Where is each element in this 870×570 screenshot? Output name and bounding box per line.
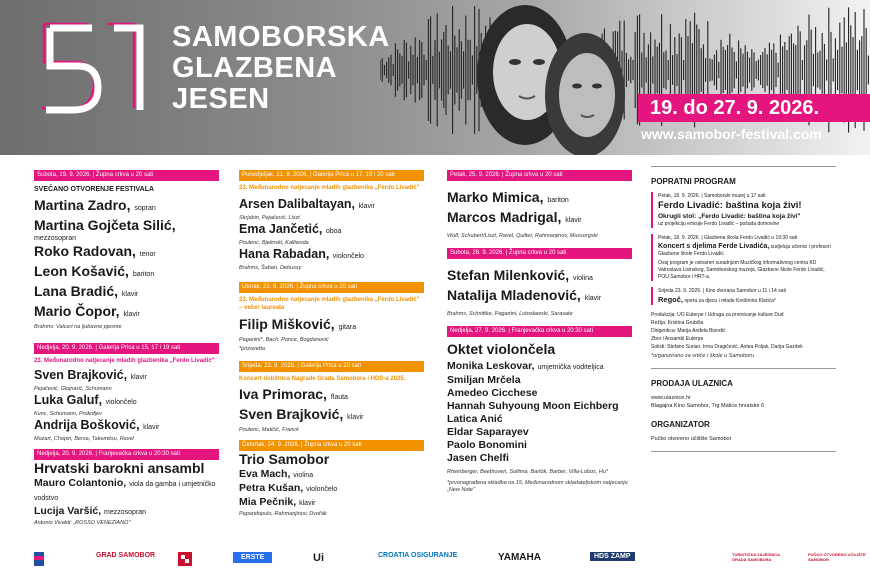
event-date-bar: Nedjelja, 20. 9. 2026. | Galerija Prica u 15, 17 i 19 sati xyxy=(34,343,219,354)
performer: Arsen Dalibaltayan, klavir xyxy=(239,197,375,211)
divider xyxy=(651,451,836,452)
sponsor-logo: ERSTE xyxy=(233,552,272,563)
concert-title: Koncert dobitnica Nagrade Grada Samobora i HDS-a 2025. xyxy=(239,376,406,382)
performer: Martina Gojčeta Silić, xyxy=(34,217,176,233)
repertoire: Brahms: Valceri na ljubavne pjesme xyxy=(34,324,122,330)
program-column-3 xyxy=(447,166,632,494)
performer: Hana Rabadan, violončelo xyxy=(239,247,364,261)
repertoire: Pejačević, Glojnarić, Schumann xyxy=(34,386,112,392)
performer: Petra Kušan, violončelo xyxy=(239,482,338,494)
performer: Lana Bradić, klavir xyxy=(34,283,139,299)
event-description: uz projekciju emisije Ferdo Livadić – pošuda domovine xyxy=(658,221,780,227)
repertoire: Poulenc, Bjelinski, Kalliwoda xyxy=(239,240,309,246)
organizer-name: Pučko otvoreno učilište Samobor xyxy=(651,436,732,442)
festival-header xyxy=(0,0,870,155)
repertoire: Antonio Vivaldi: „ROSSO VENEZIANO" xyxy=(34,520,131,526)
repertoire: Wolf, Schubert/Liszt, Ravel, Quilter, Rahmanjinov, Mussorgski xyxy=(447,233,598,239)
repertoire: Poulenc, Matičić, Franck xyxy=(239,427,299,433)
title-line-3: JESEN xyxy=(172,83,270,115)
sponsor-logos xyxy=(0,548,870,570)
divider xyxy=(651,368,836,369)
performer: Stefan Milenković, violina xyxy=(447,267,593,283)
credit-line: Produkcija: UO Euterpe / Udruga za promicanje kulture Dud xyxy=(651,312,784,318)
performer: Mauro Colantonio, viola da gamba i umjetničko vodstvo xyxy=(34,477,216,502)
title-line-1: SAMOBORSKA xyxy=(172,21,390,53)
repertoire: Brahms, Šaban, Debussy xyxy=(239,265,302,271)
program-column-2 xyxy=(239,166,424,518)
performer: Iva Primorac, flauta xyxy=(239,386,348,402)
program-column-1 xyxy=(34,166,219,527)
event-date-bar: Srijeda, 23. 9. 2026. | Galerija Prica u 20 sati xyxy=(239,361,424,372)
section-title: SVEČANO OTVORENJE FESTIVALA xyxy=(34,186,155,193)
event-title: Regoč, xyxy=(658,295,684,304)
event-date-bar: Četvrtak, 24. 9. 2026. | Župna crkva u 20 sati xyxy=(239,440,424,451)
event-date: Srijeda 23. 9. 2026. | Kino dvorana Samobor u 11 i 14 sati xyxy=(658,288,786,294)
performer: Sven Brajković, klavir xyxy=(34,368,147,382)
coat-of-arms-logo xyxy=(178,552,192,568)
event-subtitle: opera za djecu i mlade Krešimira Klarića* xyxy=(684,298,776,304)
coat-of-arms-logo xyxy=(34,552,44,568)
credit-line: Režija: Kristina Grubiša xyxy=(651,320,704,326)
festival-dates: 19. do 27. 9. 2026. xyxy=(638,94,870,122)
performer-instrument: mezzosopran xyxy=(34,235,77,242)
performer: Natalija Mladenović, klavir xyxy=(447,287,602,303)
credit-line: Dirigentica: Marija Anđela Biondić xyxy=(651,328,726,334)
ensemble-member: Jasen Chelfi xyxy=(447,452,509,464)
performer: Sven Brajković, klavir xyxy=(239,406,364,422)
ensemble-name: Hrvatski barokni ansambl xyxy=(34,460,205,476)
event-date-bar: Nedjelja, 27. 9. 2026. | Franjevačka crkva u 20:30 sati xyxy=(447,326,632,337)
competition-title: 23. Međunarodno natjecanje mladih glazbenika „Ferdo Livadić" – večer laureata xyxy=(239,297,420,311)
side-event xyxy=(651,287,836,305)
organizer-heading: ORGANIZATOR xyxy=(651,420,710,429)
performer: Roko Radovan, tenor xyxy=(34,243,156,259)
performer: Lucija Varšić, mezzosopran xyxy=(34,505,147,517)
event-title: Ferdo Livadić: baština koja živi! xyxy=(658,200,802,211)
performer: Mario Čopor, klavir xyxy=(34,303,140,319)
sponsor-logo: GRAD SAMOBOR xyxy=(96,552,156,559)
performer: Eva Mach, violina xyxy=(239,468,314,480)
event-date-bar: Utorak, 22. 9. 2026. | Župna crkva u 20 sati xyxy=(239,282,424,293)
competition-title: 23. Međunarodno natjecanje mladih glazbenika „Ferdo Livadić" xyxy=(34,358,215,364)
festival-number-logo xyxy=(36,18,162,114)
sponsor-logo: HDS ZAMP xyxy=(590,552,635,561)
event-date-bar: Ponedjeljak, 21. 9. 2026. | Galerija Prica u 17, 19 i 20 sati xyxy=(239,170,424,181)
side-program-column xyxy=(651,166,836,452)
performer: Filip Mišković, gitara xyxy=(239,316,357,332)
ensemble-member: Latica Anić xyxy=(447,413,503,425)
event-title: Koncert s djelima Ferde Livadića, xyxy=(658,243,770,250)
side-event xyxy=(651,192,836,228)
performer: Mia Pečnik, klavir xyxy=(239,496,316,508)
sponsor-logo: TURISTIČKA ZAJEDNICA GRADA SAMOBORA xyxy=(732,552,780,562)
footnote: *prizovetta xyxy=(239,346,265,352)
ensemble-member: Paolo Bonomini xyxy=(447,439,527,451)
event-date-bar: Petak, 25. 9. 2026. | Župna crkva u 20 sati xyxy=(447,170,632,181)
event-date-bar: Subota, 26. 9. 2026. | Župna crkva u 20 sati xyxy=(447,248,632,259)
performer: Ema Jančetić, oboa xyxy=(239,222,342,236)
performer: Marko Mimica, bariton xyxy=(447,189,569,205)
repertoire: Paganini*, Bach, Ponce, Bogdanović xyxy=(239,337,329,343)
section-heading: POPRATNI PROGRAM xyxy=(651,177,736,186)
tickets-website[interactable]: www.ulaznice.hr xyxy=(651,395,691,401)
performer: Leon Košavić, bariton xyxy=(34,263,155,279)
repertoire: Mozart, Chopin, Bersa, Takemitsu, Ravel xyxy=(34,436,134,442)
event-subtitle: Okrugli stol: „Ferdo Livadić: baština koja živi" xyxy=(658,213,801,220)
side-event xyxy=(651,234,836,281)
tickets-heading: PRODAJA ULAZNICA xyxy=(651,379,733,388)
ensemble-member: Eldar Saparayev xyxy=(447,426,529,438)
performer: Marcos Madrigal, klavir xyxy=(447,209,582,225)
performer: Martina Zadro, sopran xyxy=(34,197,156,213)
event-description: Ovaj program je ostvaren suradnjom Muzičkog informativnog centra KD Vatroslava Lisinskog, Samoborskog muzeja, Glazbene škole Ferdo Livadić, POU Samobor i HRT-a. xyxy=(658,260,825,280)
ensemble-member: Amedeo Cicchese xyxy=(447,387,538,399)
divider xyxy=(651,166,836,167)
ensemble-name: Oktet violončela xyxy=(447,341,556,357)
event-participants: sudjeluju učenici i profesori Glazbene škole Ferdo Livadić xyxy=(658,244,831,257)
repertoire: Skrjabin, Pejačević, Liszt xyxy=(239,215,300,221)
sponsor-logo: Ui xyxy=(313,552,324,564)
performer: Andrija Bošković, klavir xyxy=(34,418,160,432)
repertoire: Rheinberger, Beethoven, Sollima, Bartók, Barber, Villa-Lobos, Hu* xyxy=(447,469,609,475)
repertoire: Papandopulo, Rahmanjinov, Dvořák xyxy=(239,511,327,517)
event-date-bar: Subota, 19. 9. 2026. | Župna crkva u 20 sati xyxy=(34,170,219,181)
footnote: *organizirano za vrtiće i škole u Samoboru xyxy=(651,353,755,359)
event-date-bar: Nedjelja, 20. 9. 2026. | Franjevačka crkva u 20:30 sati xyxy=(34,449,219,460)
performer: Luka Galuf, violončelo xyxy=(34,393,137,407)
credit-line: Solisti: Stefano Surian, Irma Dragičević, Antea Poljak, Darija Gazdek xyxy=(651,344,803,350)
credit-line: Zbor i Ansambl Euterpe xyxy=(651,336,704,342)
sponsor-logo: PUČKO OTVORENO UČILIŠTE SAMOBOR xyxy=(808,552,866,562)
singers-portrait xyxy=(455,0,645,155)
tickets-box-office: Blagajna Kino Samobor, Trg Matice hrvatske 6 xyxy=(651,403,765,409)
event-date: Petak, 18. 9. 2026. | Glazbena škola Ferdo Livadić u 19:30 sati xyxy=(658,235,798,241)
festival-title xyxy=(172,22,390,115)
sponsor-logo: CROATIA OSIGURANJE xyxy=(378,552,458,559)
title-line-2: GLAZBENA xyxy=(172,52,338,84)
competition-title: 23. Međunarodno natjecanje mladih glazbenika „Ferdo Livadić" xyxy=(239,185,420,191)
festival-website[interactable]: www.samobor-festival.com xyxy=(641,126,822,142)
ensemble-member: Monika Leskovar, umjetnička voditeljica xyxy=(447,360,604,372)
event-date: Petak, 18. 9. 2026. | Samoborski muzej u 17 sati xyxy=(658,193,766,199)
sponsor-logo: YAMAHA xyxy=(498,552,541,563)
footnote: *prvonagrađena skladba na 15. Međunarodnom skladateljskom natjecanju „New Note" xyxy=(447,480,628,493)
repertoire: Kunc, Schumann, Prokofjev xyxy=(34,411,102,417)
ensemble-member: Smiljan Mrčela xyxy=(447,374,521,386)
ensemble-member: Hannah Suhyoung Moon Eichberg xyxy=(447,400,619,412)
ensemble-name: Trio Samobor xyxy=(239,451,330,467)
repertoire: Brahms, Schnittke, Paganini, Lutosławski, Sarasate xyxy=(447,311,573,317)
